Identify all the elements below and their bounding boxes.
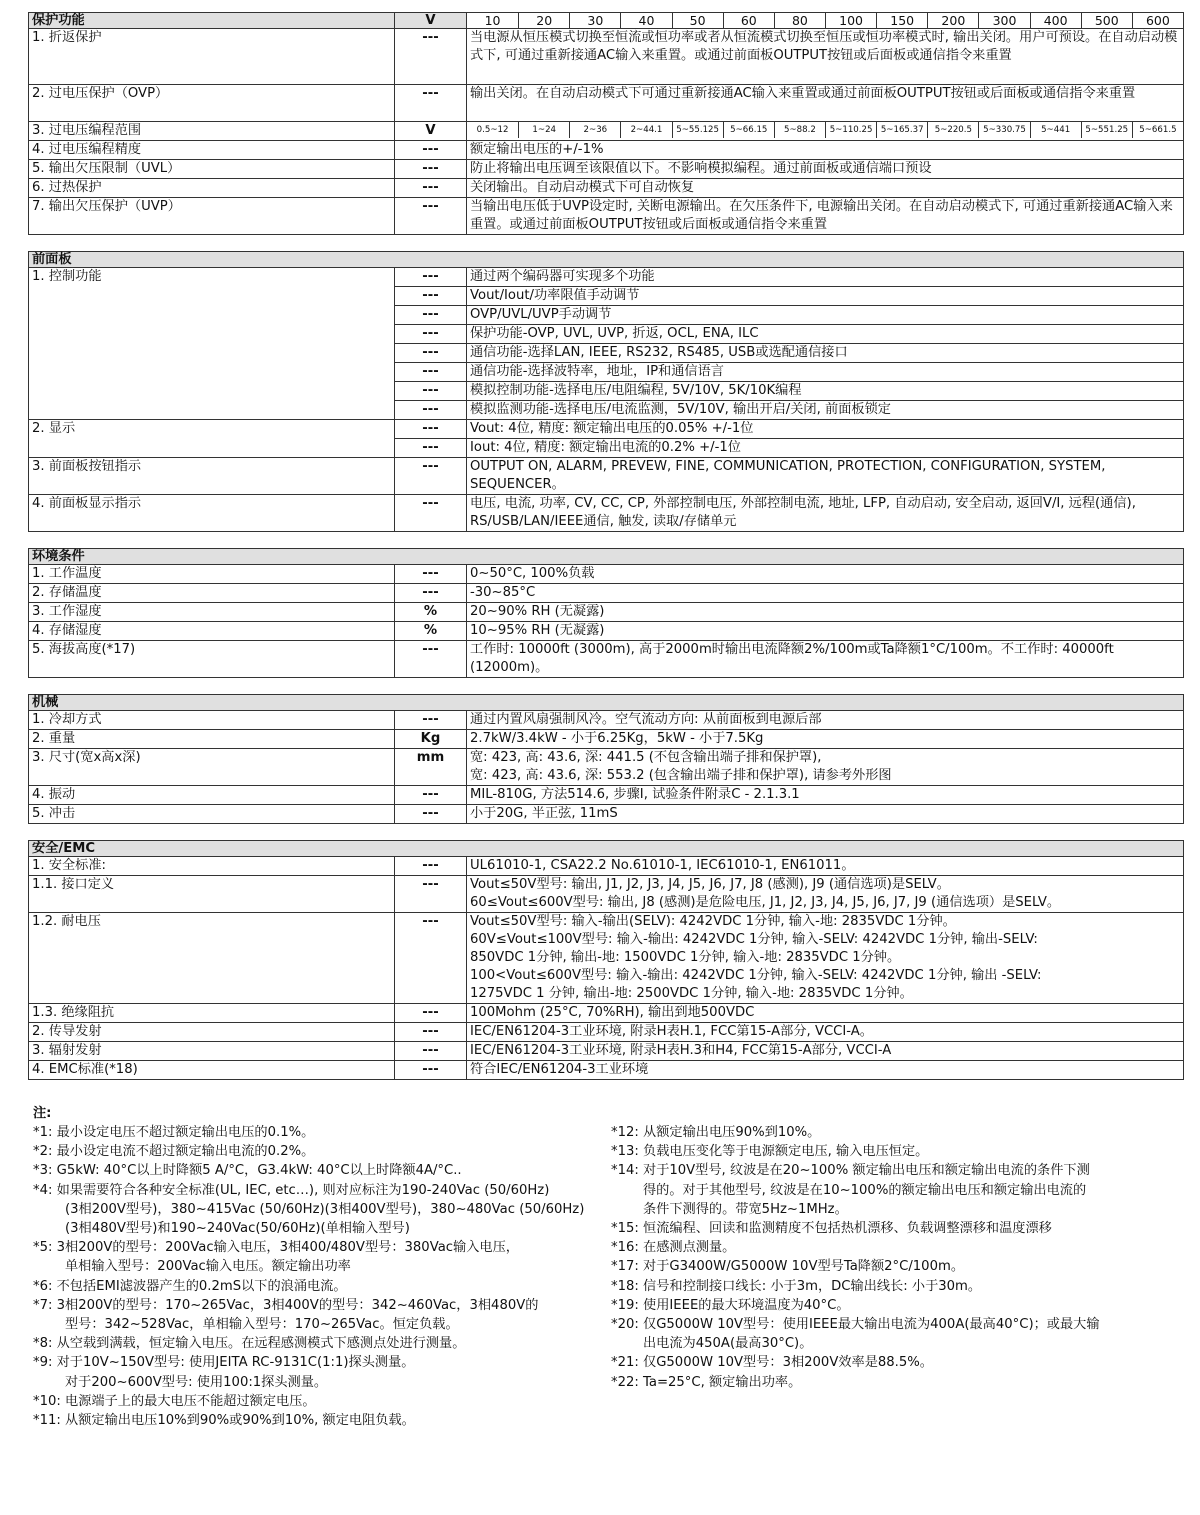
table-row (29, 198, 1184, 235)
unit-cell: --- (395, 160, 467, 179)
note: *2: 最小设定电流不超过额定输出电流的0.2%。 (33, 1144, 315, 1160)
section-title: 环境条件 (29, 549, 1184, 565)
environment-header-row (29, 549, 1184, 565)
note: *16: 在感测点测量。 (611, 1240, 736, 1256)
row-value: 防止将输出电压调至该限值以下。不影响模拟编程。通过前面板或通信端口预设 (467, 160, 1184, 179)
model-voltage: 200 (927, 13, 978, 28)
row-label: 1.1. 接口定义 (29, 876, 395, 913)
model-voltage: 150 (876, 13, 927, 28)
row-label: 1.3. 绝缘阻抗 (29, 1004, 395, 1023)
table-row (29, 711, 1184, 730)
unit-cell: --- (395, 382, 467, 401)
row-label: 2. 传导发射 (29, 1023, 395, 1042)
row-value: 通信功能-选择LAN, IEEE, RS232, RS485, USB或选配通信接口 (467, 344, 1184, 363)
value-line: 100<Vout≤600V型号: 输入-输出: 4242VDC 1分钟, 输入-SELV: 4242VDC 1分钟, 输出 -SELV: (470, 968, 1042, 983)
table-row (29, 749, 1184, 786)
unit-cell: --- (395, 584, 467, 603)
table-row (29, 1061, 1184, 1080)
unit-cell: --- (395, 876, 467, 913)
notes-section (33, 1104, 1183, 1429)
unit-cell: V (395, 122, 467, 141)
row-value: 通过内置风扇强制风冷。空气流动方向: 从前面板到电源后部 (467, 711, 1184, 730)
safety-header-row (29, 841, 1184, 857)
row-value (467, 913, 1184, 1004)
section-title: 前面板 (29, 252, 1184, 268)
unit-cell: --- (395, 857, 467, 876)
unit-cell: --- (395, 344, 467, 363)
model-voltage: 300 (978, 13, 1029, 28)
unit-cell: --- (395, 141, 467, 160)
section-title: 安全/EMC (29, 841, 1184, 857)
value-line: 宽: 423, 高: 43.6, 深: 553.2 (包含输出端子排和保护罩), 请参考外形图 (470, 768, 892, 783)
front-panel-table (28, 251, 1184, 532)
row-label: 2. 重量 (29, 730, 395, 749)
row-value: 输出关闭。在自动启动模式下可通过重新接通AC输入来重置或通过前面板OUTPUT按钮或后面板或通信指令来重置 (467, 85, 1184, 122)
note: *13: 负载电压变化等于电源额定电压, 输入电压恒定。 (611, 1144, 929, 1160)
row-value: OVP/UVL/UVP手动调节 (467, 306, 1184, 325)
unit-cell: --- (395, 325, 467, 344)
unit-cell: --- (395, 495, 467, 532)
row-label: 2. 存储温度 (29, 584, 395, 603)
row-value: OUTPUT ON, ALARM, PREVEW, FINE, COMMUNICATION, PROTECTION, CONFIGURATION, SYSTEM, SEQUENCER。 (467, 458, 1184, 495)
ovp-range-list (467, 122, 1183, 138)
row-value: 10~95% RH (无凝露) (467, 622, 1184, 641)
row-label: 5. 输出欠压限制（UVL） (29, 160, 395, 179)
value-line: 符合IEC/EN61204-3工业环境 (470, 1062, 649, 1077)
value-line: 850VDC 1分钟, 输出-地: 1500VDC 1分钟, 输入-地: 2835VDC 1分钟。 (470, 950, 901, 965)
row-value (467, 1042, 1184, 1061)
row-value: 当电源从恒压模式切换至恒流或恒功率或者从恒流模式切换至恒压或恒功率模式时, 输出关闭。用户可预设。在自动启动模式下, 可通过重新接通AC输入来重置。或通过前面板OUTPUT按钮或后面板或通信指令来重置 (467, 29, 1184, 85)
note: *10: 电源端子上的最大电压不能超过额定电压。 (33, 1393, 316, 1409)
value-line: 100Mohm (25°C, 70%RH), 输出到地500VDC (470, 1005, 755, 1020)
table-row (29, 641, 1184, 678)
notes-left-column (33, 1123, 603, 1430)
unit-cell: --- (395, 1061, 467, 1080)
row-label: 4. 前面板显示指示 (29, 495, 395, 532)
unit-cell: mm (395, 749, 467, 786)
model-voltage: 30 (569, 13, 620, 28)
row-label: 6. 过热保护 (29, 179, 395, 198)
row-label (29, 439, 395, 458)
row-label: 4. EMC标准(*18) (29, 1061, 395, 1080)
table-row (29, 565, 1184, 584)
table-row (29, 401, 1184, 420)
table-row (29, 268, 1184, 287)
safety-emc-table (28, 840, 1184, 1080)
row-value: 20~90% RH (无凝露) (467, 603, 1184, 622)
table-row (29, 141, 1184, 160)
row-value: -30~85°C (467, 584, 1184, 603)
note: *1: 最小设定电压不超过额定输出电压的0.1%。 (33, 1125, 315, 1140)
unit-cell: Kg (395, 730, 467, 749)
mechanical-header-row (29, 695, 1184, 711)
row-label: 1. 冷却方式 (29, 711, 395, 730)
unit-cell: --- (395, 439, 467, 458)
row-value: Vout/Iout/功率限值手动调节 (467, 287, 1184, 306)
unit-cell: V (395, 13, 467, 29)
table-row (29, 287, 1184, 306)
model-voltage: 40 (620, 13, 671, 28)
value-line: IEC/EN61204-3工业环境, 附录H表H.3和H4, FCC第15-A部分, VCCI-A (470, 1043, 892, 1058)
row-value: 电压, 电流, 功率, CV, CC, CP, 外部控制电压, 外部控制电流, 地址, LFP, 自动启动, 安全启动, 返回V/I, 远程(通信), RS/USB/LAN/IEEE通信, 触发, 读取/存储单元 (467, 495, 1184, 532)
model-voltage: 20 (518, 13, 569, 28)
unit-cell: --- (395, 287, 467, 306)
unit-cell: % (395, 622, 467, 641)
row-label: 4. 振动 (29, 786, 395, 805)
protection-header-row (29, 13, 1184, 29)
table-row (29, 382, 1184, 401)
row-value: 模拟控制功能-选择电压/电阻编程, 5V/10V, 5K/10K编程 (467, 382, 1184, 401)
notes-title: 注: (33, 1106, 52, 1121)
table-row (29, 420, 1184, 439)
section-title: 机械 (29, 695, 1184, 711)
table-row (29, 458, 1184, 495)
ovp-range: 2~44.1 (620, 122, 671, 138)
ovp-range: 2~36 (569, 122, 620, 138)
row-value: 通过两个编码器可实现多个功能 (467, 268, 1184, 287)
row-value: 模拟监测功能-选择电压/电流监测，5V/10V, 输出开启/关闭, 前面板锁定 (467, 401, 1184, 420)
row-label (29, 401, 395, 420)
unit-cell: --- (395, 565, 467, 584)
section-title: 保护功能 (29, 13, 395, 29)
table-row (29, 786, 1184, 805)
unit-cell: --- (395, 198, 467, 235)
row-value (467, 857, 1184, 876)
table-row (29, 29, 1184, 85)
unit-cell: --- (395, 1004, 467, 1023)
value-line: 60V≤Vout≤100V型号: 输入-输出: 4242VDC 1分钟, 输入-SELV: 4242VDC 1分钟, 输出-SELV: (470, 932, 1038, 947)
row-label: 3. 尺寸(宽x高x深) (29, 749, 395, 786)
unit-cell: --- (395, 29, 467, 85)
model-voltage: 600 (1132, 13, 1183, 28)
table-row (29, 1023, 1184, 1042)
unit-cell: --- (395, 913, 467, 1004)
row-value (467, 876, 1184, 913)
table-row (29, 913, 1184, 1004)
unit-cell: --- (395, 641, 467, 678)
ovp-range: 0.5~12 (476, 125, 509, 135)
row-label: 2. 过电压保护（OVP） (29, 85, 395, 122)
row-value: 当输出电压低于UVP设定时, 关断电源输出。在欠压条件下, 电源输出关闭。在自动启动模式下, 可通过重新接通AC输入来重置。或通过前面板OUTPUT按钮或后面板或通信指令来重置 (467, 198, 1184, 235)
table-row (29, 122, 1184, 141)
value-line: 宽: 423, 高: 43.6, 深: 441.5 (不包含输出端子排和保护罩), (470, 750, 822, 765)
value-line: 1275VDC 1 分钟, 输出-地: 2500VDC 1分钟, 输入-地: 2835VDC 1分钟。 (470, 986, 913, 1001)
row-value: Iout: 4位, 精度: 额定输出电流的0.2% +/-1位 (467, 439, 1184, 458)
unit-cell: --- (395, 805, 467, 824)
note: *11: 从额定输出电压10%到90%或90%到10%, 额定电阻负载。 (33, 1413, 415, 1429)
note: *6: 不包括EMI滤波器产生的0.2mS以下的浪涌电流。 (33, 1278, 347, 1294)
unit-cell: --- (395, 363, 467, 382)
value-line: Vout≤50V型号: 输出, J1, J2, J3, J4, J5, J6, J7, J8 (感测), J9 (通信选项)是SELV。 (470, 877, 950, 892)
table-row (29, 344, 1184, 363)
table-row (29, 857, 1184, 876)
row-label: 1. 安全标准: (29, 857, 395, 876)
row-label (29, 363, 395, 382)
model-voltage: 500 (1081, 13, 1132, 28)
value-line: 60≤Vout≤600V型号: 输出, J8 (感测)是危险电压, J1, J2, J3, J4, J5, J6, J7, J9 (通信选项）是SELV。 (470, 895, 1061, 910)
unit-cell: --- (395, 420, 467, 439)
row-value: 额定输出电压的+/-1% (467, 141, 1184, 160)
model-voltage: 400 (1030, 13, 1081, 28)
row-label: 3. 前面板按钮指示 (29, 458, 395, 495)
row-value: 小于20G, 半正弦, 11mS (467, 805, 1184, 824)
row-label: 3. 工作湿度 (29, 603, 395, 622)
row-label (29, 382, 395, 401)
row-label: 3. 过电压编程范围 (29, 122, 395, 141)
ovp-range: 5~55.125 (672, 122, 723, 138)
row-value (467, 1004, 1184, 1023)
table-row (29, 730, 1184, 749)
note: *20: 仅G5000W 10V型号：使用IEEE最大输出电流为400A(最高40°C)；或最大输 出电流为450A(最高30°C)。 (611, 1317, 1100, 1352)
table-row (29, 1004, 1184, 1023)
mechanical-table (28, 694, 1184, 824)
note: *12: 从额定输出电压90%到10%。 (611, 1125, 821, 1140)
table-row (29, 160, 1184, 179)
model-voltage: 80 (774, 13, 825, 28)
row-label: 1. 控制功能 (29, 268, 395, 287)
row-value: 关闭输出。自动启动模式下可自动恢复 (467, 179, 1184, 198)
protection-table (28, 12, 1184, 235)
note: *7: 3相200V的型号：170~265Vac，3相400V的型号：342~460Vac，3相480V的 型号：342~528Vac，单相输入型号：170~265Vac。恒定负载。 (33, 1297, 539, 1333)
value-line: UL61010-1, CSA22.2 No.61010-1, IEC61010-1, EN61011。 (470, 858, 855, 873)
model-voltage-list (467, 13, 1183, 28)
note: *14: 对于10V型号, 纹波是在20~100% 额定输出电压和额定输出电流的条件下测 得的。对于其他型号, 纹波是在10~100%的额定输出电压和额定输出电流的 条件下测得的。带宽5Hz~1MHz。 (611, 1163, 1090, 1217)
row-label (29, 287, 395, 306)
note: *19: 使用IEEE的最大环境温度为40°C。 (611, 1297, 850, 1313)
table-row (29, 85, 1184, 122)
row-label (29, 325, 395, 344)
ovp-range: 5~330.75 (978, 122, 1029, 138)
row-value (467, 1023, 1184, 1042)
ovp-range: 5~441 (1030, 122, 1081, 138)
model-voltage: 100 (825, 13, 876, 28)
environment-table (28, 548, 1184, 678)
row-label: 1. 折返保护 (29, 29, 395, 85)
ovp-range: 1~24 (518, 122, 569, 138)
unit-cell: --- (395, 1023, 467, 1042)
spec-page (28, 12, 1183, 1096)
table-row (29, 876, 1184, 913)
table-row (29, 179, 1184, 198)
unit-cell: --- (395, 85, 467, 122)
value-line: Vout≤50V型号: 输入-输出(SELV): 4242VDC 1分钟, 输入-地: 2835VDC 1分钟。 (470, 914, 956, 929)
note: *15: 恒流编程、回读和监测精度不包括热机漂移、负载调整漂移和温度漂移 (611, 1221, 1052, 1237)
note: *21: 仅G5000W 10V型号：3相200V效率是88.5%。 (611, 1355, 933, 1371)
row-label (29, 306, 395, 325)
row-value: 工作时: 10000ft (3000m), 高于2000m时输出电流降额2%/100m或Ta降额1°C/100m。不工作时: 40000ft (12000m)。 (467, 641, 1184, 678)
table-row (29, 363, 1184, 382)
front-panel-header-row (29, 252, 1184, 268)
ovp-range: 5~661.5 (1132, 122, 1183, 138)
ovp-range: 5~88.2 (774, 122, 825, 138)
ovp-range: 5~551.25 (1081, 122, 1132, 138)
table-row (29, 603, 1184, 622)
ovp-range: 5~66.15 (723, 122, 774, 138)
ovp-range: 5~220.5 (927, 122, 978, 138)
unit-cell: --- (395, 179, 467, 198)
table-row (29, 584, 1184, 603)
value-line: IEC/EN61204-3工业环境, 附录H表H.1, FCC第15-A部分, VCCI-A。 (470, 1024, 873, 1039)
row-label: 5. 冲击 (29, 805, 395, 824)
unit-cell: --- (395, 401, 467, 420)
note: *18: 信号和控制接口线长: 小于3m，DC输出线长: 小于30m。 (611, 1278, 982, 1294)
row-value (467, 1061, 1184, 1080)
note: *4: 如果需要符合各种安全标准(UL, IEC, etc…), 则对应标注为190-240Vac (50/60Hz) (3相200V型号)，380~415Vac (50/60Hz)(3相400V型号)，380~480Vac (50/60Hz) (3相480V型号)和190~240Vac(50/60Hz)(单相输入型号) (33, 1182, 585, 1237)
row-value: 2.7kW/3.4kW - 小于6.25Kg，5kW - 小于7.5Kg (467, 730, 1184, 749)
table-row (29, 306, 1184, 325)
row-value: 通信功能-选择波特率，地址，IP和通信语言 (467, 363, 1184, 382)
table-row (29, 805, 1184, 824)
row-label: 1. 工作温度 (29, 565, 395, 584)
row-label: 4. 过电压编程精度 (29, 141, 395, 160)
ovp-range: 5~110.25 (825, 122, 876, 138)
ovp-range: 5~165.37 (876, 122, 927, 138)
model-voltage: 50 (672, 13, 723, 28)
unit-cell: --- (395, 1042, 467, 1061)
row-label: 2. 显示 (29, 420, 395, 439)
unit-cell: % (395, 603, 467, 622)
row-label: 3. 辐射发射 (29, 1042, 395, 1061)
model-voltage: 10 (484, 13, 501, 28)
note: *22: Ta=25°C, 额定输出功率。 (611, 1374, 802, 1390)
note: *3: G5kW: 40°C以上时降额5 A/°C，G3.4kW: 40°C以上时降额4A/°C.. (33, 1163, 462, 1179)
row-label: 1.2. 耐电压 (29, 913, 395, 1004)
row-value (467, 749, 1184, 786)
table-row (29, 622, 1184, 641)
row-value: MIL-810G, 方法514.6, 步骤I, 试验条件附录C - 2.1.3.1 (467, 786, 1184, 805)
table-row (29, 439, 1184, 458)
row-label: 4. 存储湿度 (29, 622, 395, 641)
unit-cell: --- (395, 458, 467, 495)
note: *8: 从空载到满载，恒定输入电压。在远程感测模式下感测点处进行测量。 (33, 1336, 466, 1352)
table-row (29, 495, 1184, 532)
row-value: Vout: 4位, 精度: 额定输出电压的0.05% +/-1位 (467, 420, 1184, 439)
row-value: 保护功能-OVP, UVL, UVP, 折返, OCL, ENA, ILC (467, 325, 1184, 344)
unit-cell: --- (395, 268, 467, 287)
row-label (29, 344, 395, 363)
row-value: 0~50°C, 100%负载 (467, 565, 1184, 584)
note: *5: 3相200V的型号：200Vac输入电压，3相400/480V型号：380Vac输入电压， 单相输入型号：200Vac输入电压。额定输出功率 (33, 1240, 519, 1275)
table-row (29, 325, 1184, 344)
row-label: 7. 输出欠压保护（UVP） (29, 198, 395, 235)
model-voltage: 60 (723, 13, 774, 28)
note: *17: 对于G3400W/G5000W 10V型号Ta降额2°C/100m。 (611, 1259, 965, 1275)
row-label: 5. 海拔高度(*17) (29, 641, 395, 678)
notes-right-column (611, 1123, 1186, 1392)
note: *9: 对于10V~150V型号: 使用JEITA RC-9131C(1:1)探头测量。 对于200~600V型号: 使用100:1探头测量。 (33, 1355, 415, 1390)
unit-cell: --- (395, 306, 467, 325)
table-row (29, 1042, 1184, 1061)
unit-cell: --- (395, 786, 467, 805)
unit-cell: --- (395, 711, 467, 730)
